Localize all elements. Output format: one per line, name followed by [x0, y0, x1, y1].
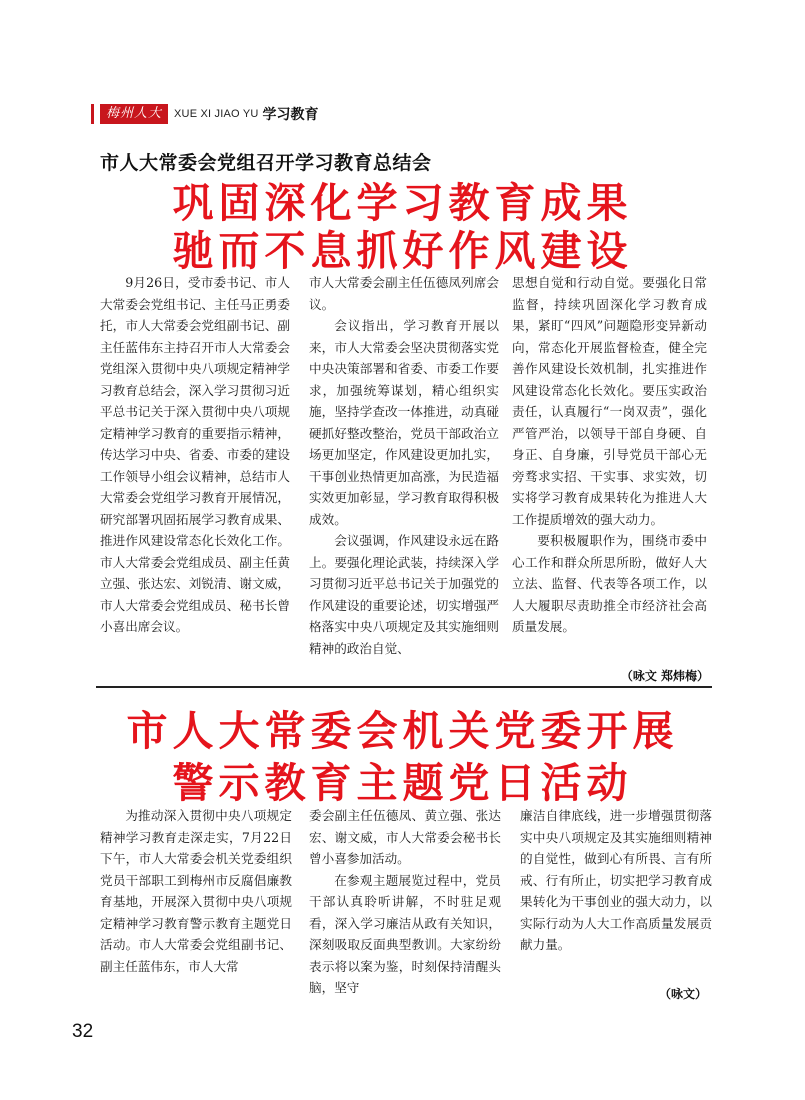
article2-paragraph: 委会副主任伍德凤、黄立强、张达宏、谢文威，市人大常委会秘书长曾小喜参加活动。 [309, 808, 501, 866]
article1-byline: （咏文 郑炜梅） [620, 669, 709, 683]
article-divider [96, 686, 712, 688]
article1-headline-line1: 巩固深化学习教育成果 [172, 179, 633, 227]
article1-paragraph: 会议指出，学习教育开展以来，市人大常委会坚决贯彻落实党中央决策部署和省委、市委工作要求，加强统筹谋划，精心组织实施，坚持学查改一体推进，动真碰硬抓好整改整治，党员干部政治立场更加坚定，作风建设更加扎实，干事创业热情更加高涨，为民造福实效更加彰显，学习教育取得积极成效。 [309, 318, 499, 527]
article1-column-1 [100, 272, 290, 638]
publication-logo: 梅州人大 [100, 104, 168, 124]
article2-headline-line2: 警示教育主题党日活动 [172, 759, 633, 807]
article2-byline: （咏文） [658, 987, 707, 1001]
section-title-english: XUE XI JIAO YU [174, 108, 259, 120]
article1-kicker: 市人大常委会党组召开学习教育总结会 [100, 152, 432, 174]
article1-paragraph: 思想自觉和行动自觉。要强化日常监督，持续巩固深化学习教育成果，紧盯“四风”问题隐形变异新动向，常态化开展监督检查，健全完善作风建设长效机制，扎实推进作风建设常态化长效化。要压实政治责任，认真履行“一岗双责”，强化严管严治，以领导干部自身硬、自身正、自身廉，引导党员干部心无旁骛求实招、干实事、求实效，切实将学习教育成果转化为推进人大工作提质增效的强大动力。 [512, 275, 707, 527]
article2-paragraph: 在参观主题展览过程中，党员干部认真聆听讲解，不时驻足观看，深入学习廉洁从政有关知识，深刻吸取反面典型教训。大家纷纷表示将以案为鉴，时刻保持清醒头脑，坚守 [309, 872, 501, 995]
article1-column-2 [309, 272, 499, 659]
article2-paragraph: 廉洁自律底线，进一步增强贯彻落实中央八项规定及其实施细则精神的自觉性，做到心有所畏、言有所戒、行有所止，切实把学习教育成果转化为干事创业的强大动力，以实际行动为人大工作高质量发展贡献力量。 [520, 808, 712, 952]
page-number: 32 [72, 1021, 94, 1042]
article2-paragraph: 为推动深入贯彻中央八项规定精神学习教育走深走实，7月22日下午，市人大常委会机关党委组织党员干部职工到梅州市反腐倡廉教育基地，开展深入贯彻中央八项规定精神学习教育警示教育主题党日活动。市人大常委会党组副书记、副主任蓝伟东，市人大常 [100, 808, 292, 974]
article2-headline-line1: 市人大常委会机关党委开展 [126, 707, 679, 755]
article2-column-3 [520, 805, 712, 956]
section-header [91, 102, 319, 126]
article1-paragraph: 市人大常委会副主任伍德凤列席会议。 [309, 275, 499, 312]
article2-column-2 [309, 805, 501, 999]
section-title-chinese: 学习教育 [262, 107, 319, 123]
article1-paragraph: 9月26日，受市委书记、市人大常委会党组书记、主任马正勇委托，市人大常委会党组副书记、副主任蓝伟东主持召开市人大常委会党组深入贯彻中央八项规定精神学习教育总结会，深入学习贯彻习近平总书记关于深入贯彻中央八项规定精神学习教育的重要指示精神，传达学习中央、省委、市委的建设工作领导小组会议精神，总结市人大常委会党组学习教育开展情况，研究部署巩固拓展学习教育成果、推进作风建设常态化长效化工作。市人大常委会党组成员、副主任黄立强、张达宏、刘锐清、谢文威，市人大常委会党组成员、秘书长曾小喜出席会议。 [100, 275, 290, 634]
article1-headline-line2: 驰而不息抓好作风建设 [172, 227, 633, 275]
article1-paragraph: 会议强调，作风建设永远在路上。要强化理论武装，持续深入学习贯彻习近平总书记关于加强党的作风建设的重要论述，切实增强严格落实中央八项规定及其实施细则精神的政治自觉、 [309, 533, 499, 656]
header-accent-bar [91, 104, 94, 124]
article2-column-1 [100, 805, 292, 977]
article1-paragraph: 要积极履职作为，围绕市委中心工作和群众所思所盼，做好人大立法、监督、代表等各项工作，以人大履职尽责助推全市经济社会高质量发展。 [512, 533, 707, 634]
article1-column-3 [512, 272, 707, 638]
